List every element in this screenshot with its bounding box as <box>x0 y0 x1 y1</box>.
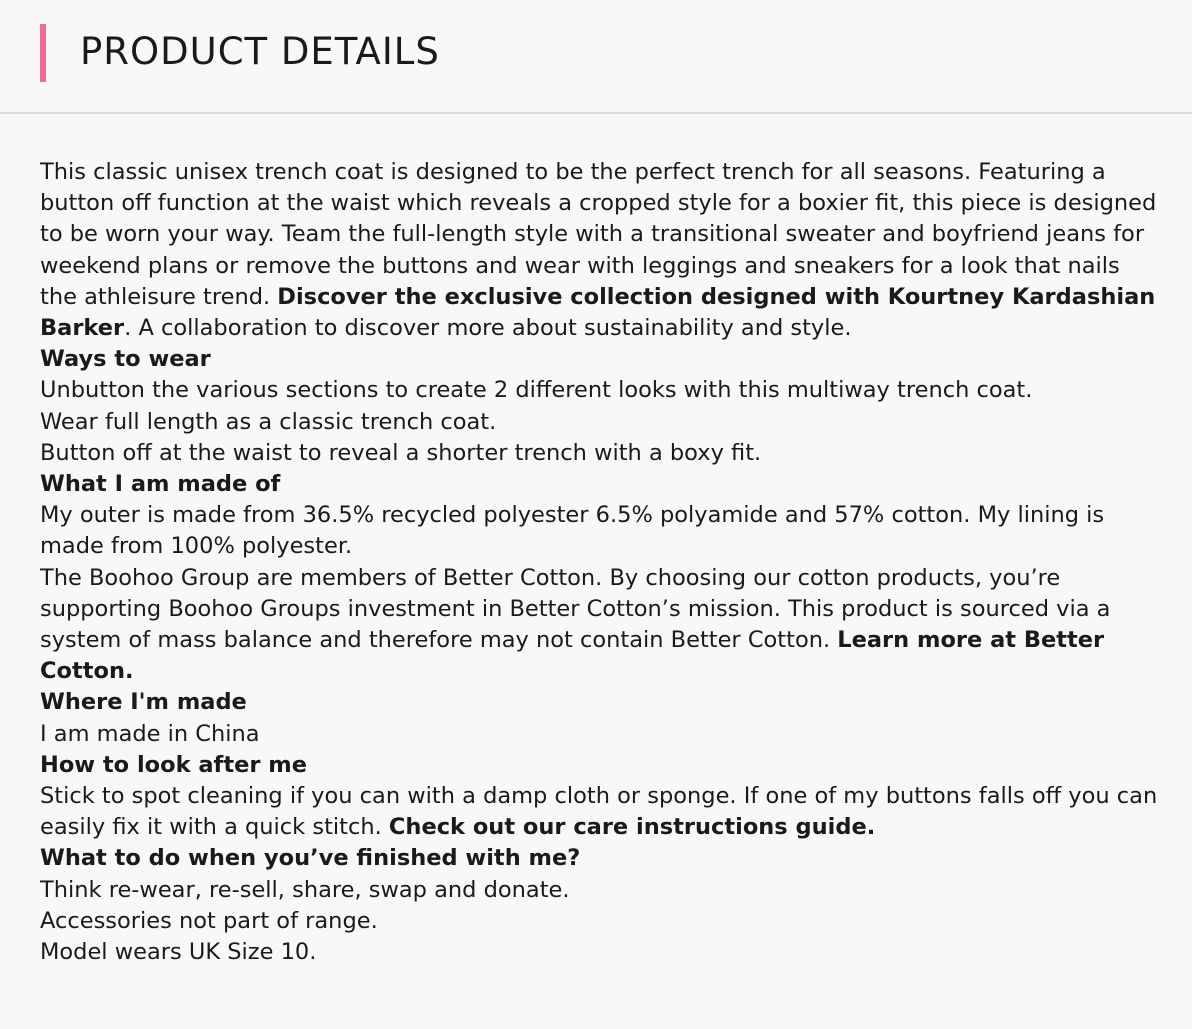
product-details-header <box>0 0 1192 114</box>
care-heading: How to look after me <box>40 751 308 778</box>
finished-heading: What to do when you’ve finished with me? <box>40 845 581 872</box>
collection-link[interactable]: Discover the exclusive collection designed with Kourtney Kardashian Barker <box>40 283 1156 342</box>
intro-text: This classic unisex trench coat is designed to be the perfect trench for all seasons. Featuring a button off function at the waist which reveals a cropped style for a boxier fit, this piece is designed to be worn your way. Team the full-length style with a transitional sweater and boyfriend jeans for weekend plans or remove the buttons and wear with leggings and sneakers for a look that nails the athleisure trend. <box>40 159 1157 310</box>
care-paragraph <box>40 781 1160 843</box>
ways-to-wear-heading: Ways to wear <box>40 346 211 373</box>
intro-paragraph <box>40 157 1160 344</box>
composition-text: My outer is made from 36.5% recycled polyester 6.5% polyamide and 57% cotton. My lining is made from 100% polyester. <box>40 502 1105 560</box>
better-cotton-text: The Boohoo Group are members of Better Cotton. By choosing our cotton products, you’re supporting Boohoo Groups investment in Better Cotton’s mission. This product is sourced via a system of mass balance and therefore may not contain Better Cotton. <box>40 564 1111 654</box>
care-text: Stick to spot cleaning if you can with a damp cloth or sponge. If one of my buttons falls off you can easily fix it with a quick stitch. <box>40 783 1158 841</box>
where-made-heading: Where I'm made <box>40 689 247 716</box>
finished-text: Think re-wear, re-sell, share, swap and donate. <box>40 876 570 903</box>
ways-to-wear-line: Wear full length as a classic trench coat. <box>40 408 497 435</box>
ways-to-wear-line: Unbutton the various sections to create 2 different looks with this multiway trench coat. <box>40 377 1033 404</box>
where-made-text: I am made in China <box>40 720 260 747</box>
product-description <box>40 157 1160 968</box>
accent-bar <box>40 24 46 82</box>
collection-tail-text: . A collaboration to discover more about sustainability and style. <box>124 315 852 342</box>
better-cotton-link[interactable]: Learn more at Better Cotton. <box>40 627 1105 685</box>
section-title: PRODUCT DETAILS <box>80 30 440 73</box>
model-size-note: Model wears UK Size 10. <box>40 939 317 966</box>
made-of-heading: What I am made of <box>40 471 281 498</box>
accessories-note: Accessories not part of range. <box>40 907 378 934</box>
care-guide-link[interactable]: Check out our care instructions guide. <box>388 814 876 841</box>
ways-to-wear-line: Button off at the waist to reveal a shorter trench with a boxy fit. <box>40 439 762 466</box>
better-cotton-paragraph <box>40 563 1160 688</box>
